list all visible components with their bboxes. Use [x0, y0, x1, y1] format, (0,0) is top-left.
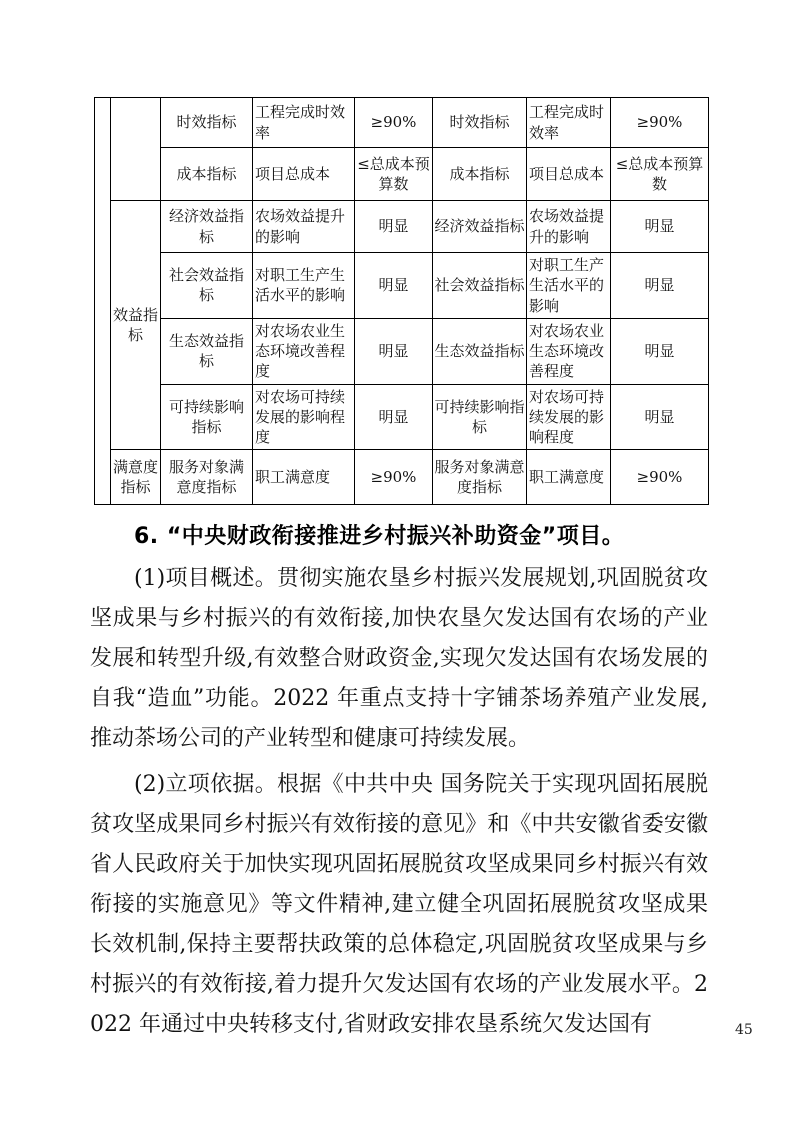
- table-cell: 经济效益指标: [433, 201, 527, 253]
- table-cell: 明显: [611, 384, 709, 450]
- paragraph-project-overview: (1)项目概述。贯彻实施农垦乡村振兴发展规划,巩固脱贫攻坚成果与乡村振兴的有效衔接,加快农垦欠发达国有农场的产业发展和转型升级,有效整合财政资金,实现欠发达国有农场发展的自我“造血”功能。2022 年重点支持十字铺茶场养殖产业发展,推动茶场公司的产业转型和健康可持续发展。: [90, 566, 708, 752]
- table-cell: 对职工生产生活水平的影响: [253, 253, 355, 319]
- table-cell: 社会效益指标: [433, 253, 527, 319]
- table-cell: ≥90%: [355, 450, 433, 505]
- table-cell: 工程完成时效率: [527, 98, 611, 148]
- table-cell: ≤总成本预算数: [611, 148, 709, 201]
- table-row: [95, 148, 709, 201]
- table-cell: 项目总成本: [527, 148, 611, 201]
- table-cell: 成本指标: [161, 148, 253, 201]
- table-cell-empty: [111, 98, 161, 201]
- table-cell: 农场效益提升的影响: [253, 201, 355, 253]
- table-cell: ≥90%: [611, 450, 709, 505]
- table-cell: 对职工生产生活水平的影响: [527, 253, 611, 319]
- table-cell: 工程完成时效率: [253, 98, 355, 148]
- page-number: 45: [735, 1022, 753, 1038]
- table-cell: 成本指标: [433, 148, 527, 201]
- table-cell: 明显: [611, 253, 709, 319]
- table-cell: 服务对象满意度指标: [433, 450, 527, 505]
- table-cell: 服务对象满意度指标: [161, 450, 253, 505]
- table-cell: 明显: [355, 201, 433, 253]
- table-cell: 职工满意度: [527, 450, 611, 505]
- table-cell: 对农场农业生态环境改善程度: [253, 318, 355, 384]
- table-cell: 职工满意度: [253, 450, 355, 505]
- table-row: [95, 450, 709, 505]
- table-cell-group-satisfaction: 满意度指标: [111, 450, 161, 505]
- table-cell: 农场效益提升的影响: [527, 201, 611, 253]
- table-cell: 明显: [355, 253, 433, 319]
- table-cell: 可持续影响指标: [161, 384, 253, 450]
- table-row: [95, 318, 709, 384]
- table-cell: 对农场可持续发展的影响程度: [527, 384, 611, 450]
- table-cell: 社会效益指标: [161, 253, 253, 319]
- page-content: [90, 97, 708, 1045]
- table-cell: 项目总成本: [253, 148, 355, 201]
- table-cell: 明显: [611, 201, 709, 253]
- table-cell: 可持续影响指标: [433, 384, 527, 450]
- table-cell-empty: [95, 98, 111, 505]
- table-row: [95, 384, 709, 450]
- table-cell-group-effect: 效益指标: [111, 201, 161, 450]
- table-cell: ≥90%: [355, 98, 433, 148]
- table-cell: 对农场可持续发展的影响程度: [253, 384, 355, 450]
- table-cell: ≤总成本预算数: [355, 148, 433, 201]
- section-heading: 6. “中央财政衔接推进乡村振兴补助资金”项目。: [134, 524, 625, 550]
- table-cell: ≥90%: [611, 98, 709, 148]
- table-row: [95, 98, 709, 148]
- table-cell: 生态效益指标: [161, 318, 253, 384]
- table-row: [95, 253, 709, 319]
- table-cell: 明显: [355, 384, 433, 450]
- performance-indicator-table: [94, 97, 709, 505]
- table-cell: 经济效益指标: [161, 201, 253, 253]
- table-row: [95, 201, 709, 253]
- table-cell: 明显: [611, 318, 709, 384]
- table-cell: 明显: [355, 318, 433, 384]
- table-cell: 时效指标: [161, 98, 253, 148]
- table-cell: 生态效益指标: [433, 318, 527, 384]
- table-cell: 时效指标: [433, 98, 527, 148]
- paragraph-project-basis: (2)立项依据。根据《中共中央 国务院关于实现巩固拓展脱贫攻坚成果同乡村振兴有效衔接的意见》和《中共安徽省委安徽省人民政府关于加快实现巩固拓展脱贫攻坚成果同乡村振兴有效衔接的实施意见》等文件精神,建立健全巩固拓展脱贫攻坚成果长效机制,保持主要帮扶政策的总体稳定,巩固脱贫攻坚成果与乡村振兴的有效衔接,着力提升欠发达国有农场的产业发展水平。2022 年通过中央转移支付,省财政安排农垦系统欠发达国有: [90, 772, 708, 1038]
- table-cell: 对农场农业生态环境改善程度: [527, 318, 611, 384]
